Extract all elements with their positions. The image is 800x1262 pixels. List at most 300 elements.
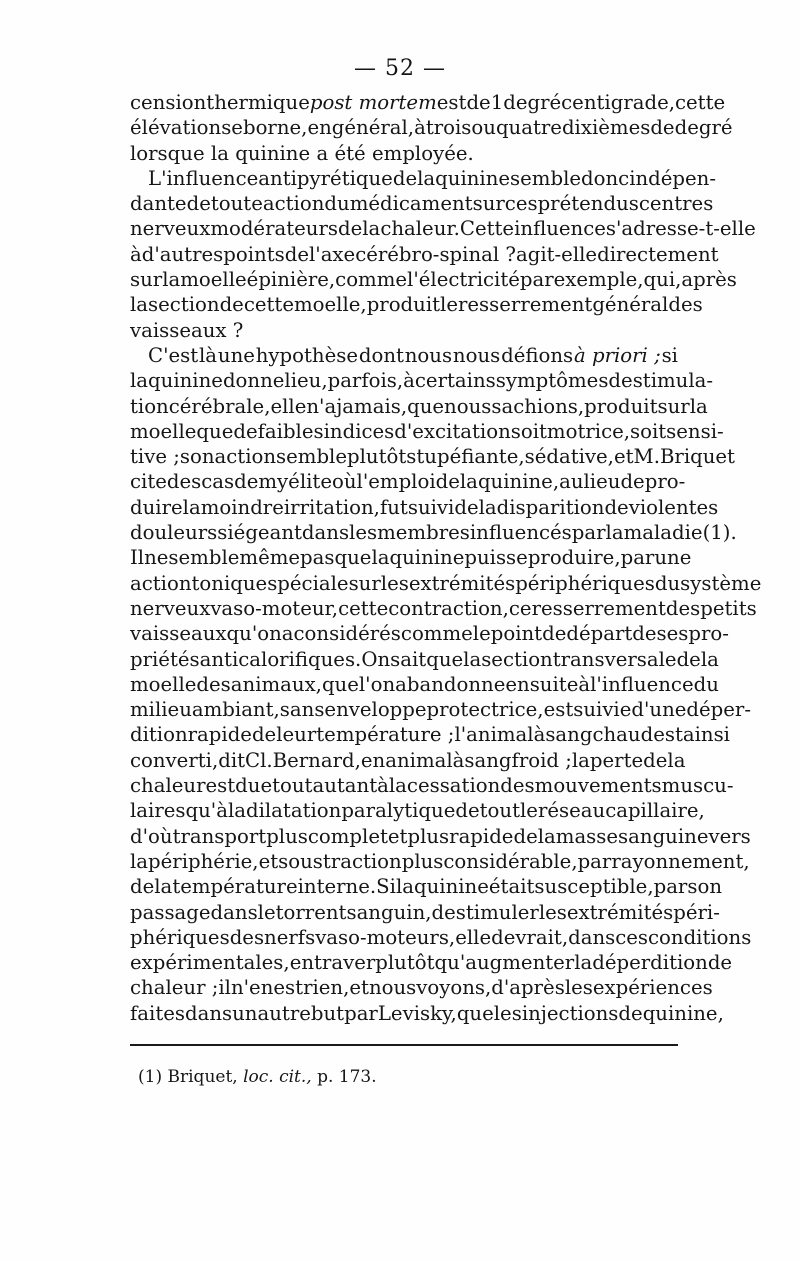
word: prétendus <box>537 192 639 216</box>
text-line <box>130 1001 724 1026</box>
word: la <box>130 369 149 393</box>
footnote-page: p. 173. <box>317 1067 377 1087</box>
word: la <box>574 951 593 975</box>
word: fut <box>379 495 408 519</box>
footnote-reference: loc. cit., <box>243 1067 312 1087</box>
text-line <box>130 343 678 368</box>
word: plutôt <box>375 951 435 975</box>
word: la <box>700 647 719 671</box>
word: l'électricité <box>407 268 520 292</box>
word: ou <box>471 116 496 140</box>
word: rapide <box>449 824 514 848</box>
text-line <box>130 115 733 140</box>
word: stimuler <box>455 900 539 924</box>
word: faibles <box>257 419 324 443</box>
text-line <box>130 748 686 773</box>
word: médicament <box>349 192 473 216</box>
text-line <box>130 444 735 469</box>
word: de <box>466 91 491 114</box>
word: On <box>361 647 391 671</box>
text-line <box>130 394 708 419</box>
word: comme <box>335 268 408 292</box>
word: n'en <box>230 976 274 1000</box>
word: point <box>490 622 543 646</box>
text-line <box>130 975 713 1000</box>
text-line <box>130 520 737 545</box>
word: son <box>179 445 215 469</box>
word: d'autres <box>141 242 224 266</box>
word: en <box>360 748 386 772</box>
word: Cl. <box>245 748 273 772</box>
word: conditions <box>648 925 752 949</box>
word: influencés <box>469 521 572 545</box>
word: les <box>380 571 409 595</box>
word: l'on <box>358 672 396 696</box>
word: moelle, <box>294 293 367 317</box>
word: centres <box>638 192 714 216</box>
word: le <box>472 622 491 646</box>
word: puisse <box>464 546 528 570</box>
word: de <box>233 419 258 443</box>
word: sédative, <box>524 445 614 469</box>
word: maladie <box>623 521 703 545</box>
word: but <box>310 1001 345 1025</box>
word: chaud <box>592 723 654 747</box>
word: extrémités <box>408 571 516 595</box>
word: qu'augmenter <box>434 951 575 975</box>
word: moelle <box>130 672 197 696</box>
word: paralytique <box>341 799 456 823</box>
text-line <box>130 950 733 975</box>
word: dans <box>301 521 350 545</box>
word: quatre <box>495 116 562 140</box>
word: que <box>321 672 359 696</box>
word: vaisseaux ? <box>130 318 244 342</box>
word: que <box>196 419 234 443</box>
word: de <box>676 647 701 671</box>
word: ces <box>504 192 538 216</box>
word: interne. <box>297 875 377 899</box>
word: cension <box>130 91 207 114</box>
text-line <box>130 647 719 672</box>
word: les <box>564 976 593 1000</box>
text-line <box>130 191 714 216</box>
word: tonique <box>191 571 268 595</box>
word: entraver <box>289 951 376 975</box>
word: à <box>414 116 426 140</box>
word: lieu, <box>284 369 328 393</box>
word: de <box>604 495 629 519</box>
word: l'animal <box>454 723 534 747</box>
word: sang <box>545 723 593 747</box>
word: exemple, <box>553 268 644 292</box>
word: et <box>387 824 408 848</box>
word: pro- <box>688 622 729 646</box>
word: la <box>182 495 201 519</box>
word: borne, <box>242 116 308 140</box>
word: produire, <box>527 546 621 570</box>
text-line <box>130 166 717 191</box>
word: la <box>417 166 436 190</box>
word: dans <box>210 900 258 924</box>
word: nerveux <box>130 217 211 241</box>
word: semble <box>276 445 348 469</box>
text-line <box>130 596 757 621</box>
word: transport <box>172 824 267 848</box>
word: d'où <box>130 824 173 848</box>
word: motrice, <box>546 419 630 443</box>
word: la <box>371 546 390 570</box>
word: a <box>281 622 294 646</box>
word: elle <box>455 925 492 949</box>
word: directement <box>597 242 719 266</box>
word: de <box>284 242 309 266</box>
word: la <box>667 748 686 772</box>
word: à <box>377 774 389 798</box>
word: de <box>707 951 733 975</box>
word: expérimentales, <box>130 951 290 975</box>
word: contraction, <box>388 596 509 620</box>
footnote <box>138 1066 377 1088</box>
word: est <box>543 698 574 722</box>
word: dilatation <box>245 799 342 823</box>
word: centigrade, <box>561 91 675 114</box>
word: froid ; <box>511 748 572 772</box>
word: plutôt <box>347 445 407 469</box>
word: membres <box>377 521 470 545</box>
text-line <box>130 849 750 874</box>
word: du <box>654 571 681 595</box>
footnote-marker: (1) <box>138 1067 163 1087</box>
word: tion <box>130 394 169 418</box>
word: rien, <box>303 976 350 1000</box>
word: des <box>500 774 535 798</box>
word: plus <box>401 849 444 873</box>
word: où <box>332 470 357 494</box>
word: points <box>223 242 285 266</box>
word: nous <box>444 394 492 418</box>
word: d'excitation <box>394 419 511 443</box>
word: par <box>577 849 612 873</box>
word: sanguine <box>618 824 709 848</box>
word: ces <box>615 925 649 949</box>
word: considérable, <box>443 849 578 873</box>
word: soit <box>630 419 667 443</box>
text-line <box>130 419 724 444</box>
word: Cette <box>459 217 515 241</box>
word: de <box>186 192 211 216</box>
word: tout <box>479 799 520 823</box>
word: Il <box>130 546 145 570</box>
word: que <box>334 546 372 570</box>
word: complet <box>307 824 388 848</box>
word: de <box>643 748 668 772</box>
word: température <box>172 875 298 899</box>
word: chaleur <box>130 774 206 798</box>
word: quinine, <box>477 470 560 494</box>
word: la <box>605 521 624 545</box>
word: une <box>217 343 255 367</box>
page-number: — 52 — <box>354 56 446 81</box>
word: cérébrale, <box>168 394 271 418</box>
word: sensi- <box>666 419 724 443</box>
word: Levisky, <box>377 1001 457 1025</box>
word: de <box>234 470 259 494</box>
word: il <box>218 976 231 1000</box>
word: des <box>668 293 703 317</box>
word: post mortem <box>309 91 437 114</box>
word: des <box>665 596 701 620</box>
word: même <box>239 546 301 570</box>
word: plus <box>407 824 450 848</box>
word: sur <box>348 571 381 595</box>
word: quinine <box>435 166 511 190</box>
word: dixièmes <box>561 116 651 140</box>
word: priétés <box>130 647 200 671</box>
word: considérés <box>293 622 401 646</box>
word: qu'à <box>185 799 228 823</box>
word: après <box>681 268 737 292</box>
word: des <box>229 925 265 949</box>
word: Briquet <box>659 445 735 469</box>
word: animaux, <box>230 672 322 696</box>
word: plus <box>266 824 308 848</box>
word: comme <box>400 622 473 646</box>
word: des <box>166 470 202 494</box>
word: tout <box>272 774 313 798</box>
word: la <box>395 875 414 899</box>
word: la <box>210 141 229 165</box>
word: la <box>162 268 181 292</box>
word: agit-elle <box>515 242 598 266</box>
word: chaleur. <box>380 217 460 241</box>
word: son <box>687 875 722 899</box>
word: 1 <box>490 91 504 114</box>
word: disparition <box>496 495 605 519</box>
word: de <box>392 166 418 190</box>
word: la <box>130 849 149 873</box>
word: resserrement <box>458 293 593 317</box>
word: dit <box>218 748 246 772</box>
word: ensuite <box>505 672 579 696</box>
word: cette <box>243 293 294 317</box>
word: ambiant, <box>191 698 280 722</box>
word: employée. <box>372 141 474 165</box>
word: torrent <box>275 900 347 924</box>
word: du <box>693 672 719 696</box>
word: dante <box>130 192 187 216</box>
text-line <box>130 571 762 596</box>
word: perte <box>589 748 644 772</box>
word: sur <box>130 268 163 292</box>
word: la <box>463 647 482 671</box>
word: trois <box>425 116 472 140</box>
word: de <box>431 900 456 924</box>
word: quinine <box>414 875 489 899</box>
word: les <box>349 521 378 545</box>
word: général, <box>331 116 415 140</box>
word: cas <box>201 470 235 494</box>
word: laires <box>130 799 186 823</box>
word: nerveux <box>130 596 211 620</box>
text-line <box>130 900 720 925</box>
word: hypothèse <box>255 343 359 367</box>
word: produit <box>584 394 658 418</box>
word: déper- <box>686 698 751 722</box>
word: autant <box>312 774 378 798</box>
word: quinine <box>235 141 311 165</box>
word: est <box>653 723 683 747</box>
word: cite <box>130 470 167 494</box>
word: stupéfiante, <box>406 445 525 469</box>
word: par <box>620 546 655 570</box>
word: lieu <box>583 470 621 494</box>
text-line <box>130 722 730 747</box>
word: péri- <box>673 900 720 924</box>
word: d'une <box>631 698 687 722</box>
word: moelle <box>180 268 247 292</box>
word: donc <box>581 166 630 190</box>
text-line <box>130 874 722 899</box>
word: pas <box>300 546 335 570</box>
word: protectrice, <box>426 698 544 722</box>
word: de <box>219 293 244 317</box>
word: qui, <box>643 268 682 292</box>
word: dition <box>130 723 188 747</box>
word: sur <box>657 394 690 418</box>
word: suivi <box>407 495 455 519</box>
word: de <box>620 470 645 494</box>
word: douleurs <box>130 521 218 545</box>
word: cette <box>674 91 726 114</box>
word: est <box>273 976 304 1000</box>
word: l'influence <box>590 672 694 696</box>
word: de <box>251 723 277 747</box>
word: masse <box>555 824 619 848</box>
word: des <box>196 672 231 696</box>
word: indices <box>323 419 395 443</box>
word: est <box>436 91 467 114</box>
word: par <box>519 268 554 292</box>
word: ce <box>508 596 532 620</box>
word: degré <box>674 116 733 140</box>
text-line <box>130 216 756 241</box>
text-line <box>130 141 678 166</box>
word: section <box>148 293 220 317</box>
word: symptômes <box>495 369 609 393</box>
word: était <box>488 875 535 899</box>
word: capillaire, <box>605 799 705 823</box>
word: vaisseaux <box>130 622 227 646</box>
word: la <box>459 470 478 494</box>
word: et <box>613 445 634 469</box>
word: la <box>478 495 497 519</box>
word: de <box>130 875 155 899</box>
word: faites <box>130 1001 185 1025</box>
word: voyons, <box>416 976 492 1000</box>
word: produit <box>366 293 441 317</box>
text-line <box>130 697 751 722</box>
word: les <box>493 1001 522 1025</box>
word: indépen- <box>629 166 717 190</box>
word: myélite <box>258 470 332 494</box>
word: anticalorifiques. <box>199 647 362 671</box>
word: lorsque <box>130 141 205 165</box>
word: l'emploi <box>356 470 436 494</box>
footnote-separator <box>130 1044 678 1046</box>
word: violentes <box>628 495 719 519</box>
word: et <box>349 976 369 1000</box>
word: quinine, <box>642 1001 724 1025</box>
word: sang <box>464 748 512 772</box>
word: de <box>632 622 657 646</box>
word: degré <box>503 91 562 114</box>
word: dont <box>358 343 404 367</box>
word: général <box>592 293 669 317</box>
word: stimula- <box>632 369 714 393</box>
word: été <box>334 141 366 165</box>
word: dans <box>185 1001 233 1025</box>
word: la <box>537 824 556 848</box>
word: ne <box>144 546 169 570</box>
word: à <box>130 242 142 266</box>
word: expériences <box>592 976 713 1000</box>
word: siégeant <box>217 521 302 545</box>
word: d'après <box>491 976 565 1000</box>
word: injections <box>521 1001 619 1025</box>
word: Bernard, <box>272 748 361 772</box>
word: en <box>307 116 332 140</box>
word: défions <box>501 343 574 367</box>
word: système <box>680 571 762 595</box>
text-line <box>130 368 714 393</box>
word: jamais, <box>336 394 408 418</box>
word: parfois, <box>327 369 404 393</box>
word: donne <box>222 369 285 393</box>
word: susceptible, <box>534 875 654 899</box>
word: qu'on <box>226 622 282 646</box>
word: thermique <box>206 91 310 114</box>
word: nous <box>452 343 501 367</box>
word: a <box>316 141 329 165</box>
word: Si <box>376 875 396 899</box>
word: petits <box>700 596 757 620</box>
word: resserrement <box>531 596 666 620</box>
word: quinine <box>389 546 465 570</box>
text-line <box>130 318 678 343</box>
word: épinière, <box>246 268 336 292</box>
word: la <box>154 875 173 899</box>
word: cette <box>338 596 389 620</box>
word: par <box>571 521 606 545</box>
text-line <box>130 469 686 494</box>
word: sans <box>279 698 325 722</box>
word: mouvements <box>534 774 662 798</box>
word: vaso-moteur, <box>210 596 339 620</box>
word: le <box>440 293 458 317</box>
word: le <box>520 799 538 823</box>
text-line <box>130 292 703 317</box>
word: au <box>559 470 584 494</box>
word: duire <box>130 495 183 519</box>
word: vers <box>708 824 751 848</box>
word: par <box>653 875 688 899</box>
word: moelle <box>130 419 197 443</box>
word: par <box>344 1001 378 1025</box>
word: nerfs <box>264 925 316 949</box>
word: n'a <box>306 394 337 418</box>
word: est <box>205 774 236 798</box>
